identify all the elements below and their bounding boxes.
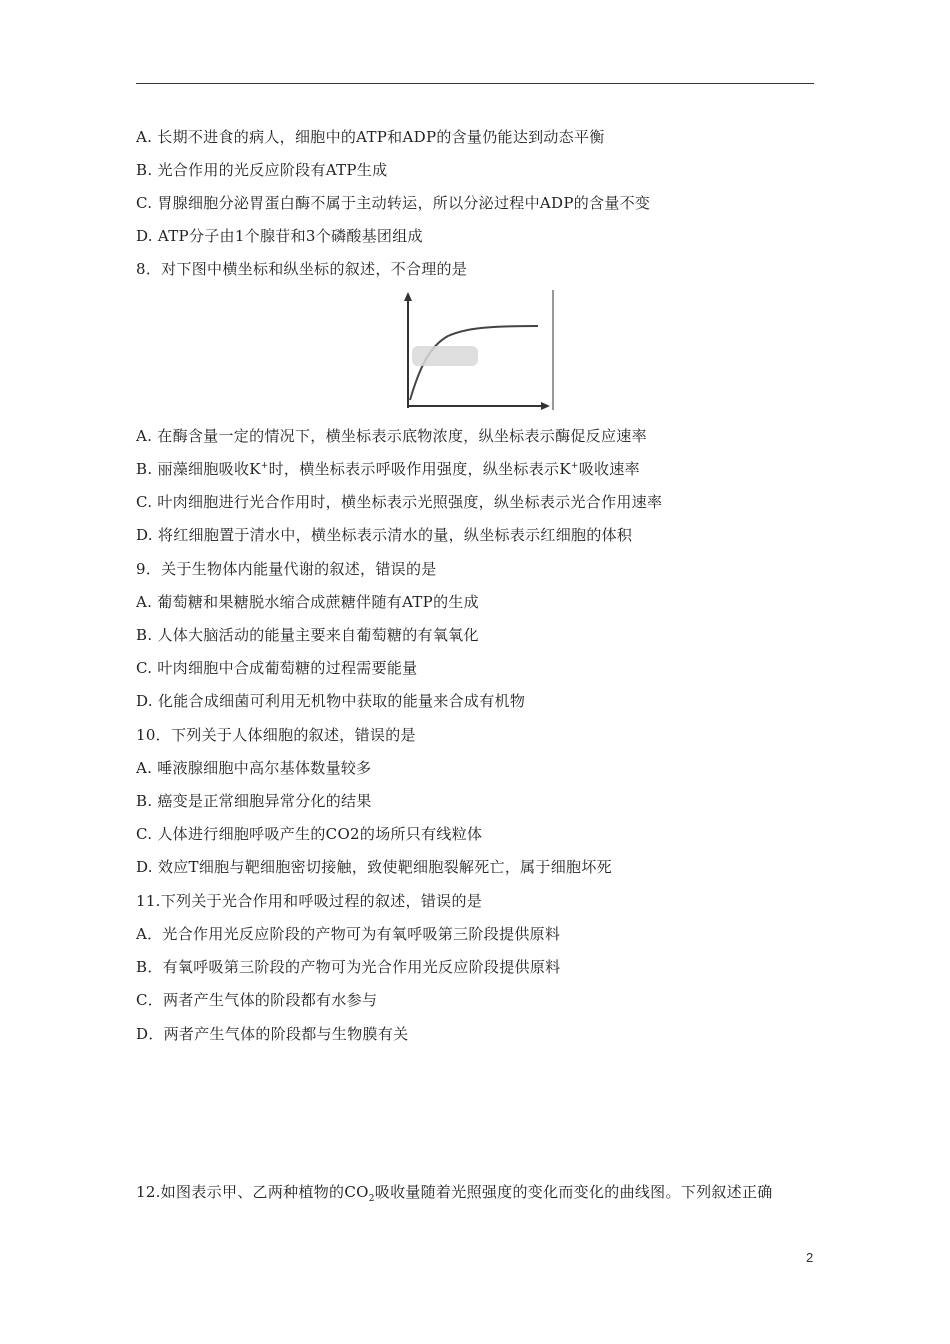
y-axis-arrow bbox=[404, 292, 412, 301]
q8-option-b-sup2: + bbox=[570, 461, 579, 471]
q8-option-b-part2: 时，横坐标表示呼吸作用强度，纵坐标表示K bbox=[268, 460, 571, 478]
q9-option-c: C. 叶肉细胞中合成葡萄糖的过程需要能量 bbox=[136, 659, 418, 677]
q12-stem-part1: 12.如图表示甲、乙两种植物的CO bbox=[136, 1183, 369, 1201]
q11-stem: 11.下列关于光合作用和呼吸过程的叙述，错误的是 bbox=[136, 892, 483, 910]
q12-stem bbox=[136, 1182, 773, 1202]
q9-option-d: D. 化能合成细菌可利用无机物中获取的能量来合成有机物 bbox=[136, 692, 526, 710]
q7-option-c: C. 胃腺细胞分泌胃蛋白酶不属于主动转运，所以分泌过程中ADP的含量不变 bbox=[136, 194, 651, 212]
q9-stem: 9．关于生物体内能量代谢的叙述，错误的是 bbox=[136, 560, 437, 578]
header-rule bbox=[136, 83, 814, 84]
q11-option-b: B．有氧呼吸第三阶段的产物可为光合作用光反应阶段提供原料 bbox=[136, 958, 561, 976]
q7-option-d: D. ATP分子由1个腺苷和3个磷酸基团组成 bbox=[136, 227, 423, 245]
q10-option-d: D. 效应T细胞与靶细胞密切接触，致使靶细胞裂解死亡，属于细胞坏死 bbox=[136, 858, 612, 876]
saturation-curve-figure bbox=[396, 288, 560, 416]
q11-option-d: D．两者产生气体的阶段都与生物膜有关 bbox=[136, 1025, 409, 1043]
q10-option-b: B. 癌变是正常细胞异常分化的结果 bbox=[136, 792, 372, 810]
page-number: 2 bbox=[806, 1250, 814, 1265]
q8-stem: 8．对下图中横坐标和纵坐标的叙述，不合理的是 bbox=[136, 260, 468, 278]
x-axis-arrow bbox=[541, 402, 550, 410]
q12-stem-part2: 吸收量随着光照强度的变化而变化的曲线图。下列叙述正确 bbox=[374, 1183, 773, 1201]
figure-smudge bbox=[412, 346, 478, 366]
q11-option-c: C．两者产生气体的阶段都有水参与 bbox=[136, 991, 378, 1009]
q8-option-a: A. 在酶含量一定的情况下，横坐标表示底物浓度，纵坐标表示酶促反应速率 bbox=[136, 427, 647, 445]
q8-option-b-part3: 吸收速率 bbox=[578, 460, 640, 478]
q8-option-b bbox=[136, 459, 640, 479]
q8-option-c: C. 叶肉细胞进行光合作用时，横坐标表示光照强度，纵坐标表示光合作用速率 bbox=[136, 493, 663, 511]
q10-option-c: C. 人体进行细胞呼吸产生的CO2的场所只有线粒体 bbox=[136, 825, 483, 843]
q8-option-d: D. 将红细胞置于清水中，横坐标表示清水的量，纵坐标表示红细胞的体积 bbox=[136, 526, 633, 544]
q9-option-b: B. 人体大脑活动的能量主要来自葡萄糖的有氧氧化 bbox=[136, 626, 479, 644]
q10-stem: 10．下列关于人体细胞的叙述，错误的是 bbox=[136, 726, 416, 744]
q8-option-b-part1: B. 丽藻细胞吸收K bbox=[136, 460, 261, 478]
q7-option-a: A. 长期不进食的病人，细胞中的ATP和ADP的含量仍能达到动态平衡 bbox=[136, 128, 605, 146]
q9-option-a: A. 葡萄糖和果糖脱水缩合成蔗糖伴随有ATP的生成 bbox=[136, 593, 479, 611]
q7-option-b: B. 光合作用的光反应阶段有ATP生成 bbox=[136, 161, 388, 179]
q11-option-a: A．光合作用光反应阶段的产物可为有氧呼吸第三阶段提供原料 bbox=[136, 925, 561, 943]
q12-stem-sub: 2 bbox=[368, 1194, 375, 1204]
q10-option-a: A. 唾液腺细胞中高尔基体数量较多 bbox=[136, 759, 372, 777]
q8-option-b-sup1: + bbox=[260, 461, 269, 471]
